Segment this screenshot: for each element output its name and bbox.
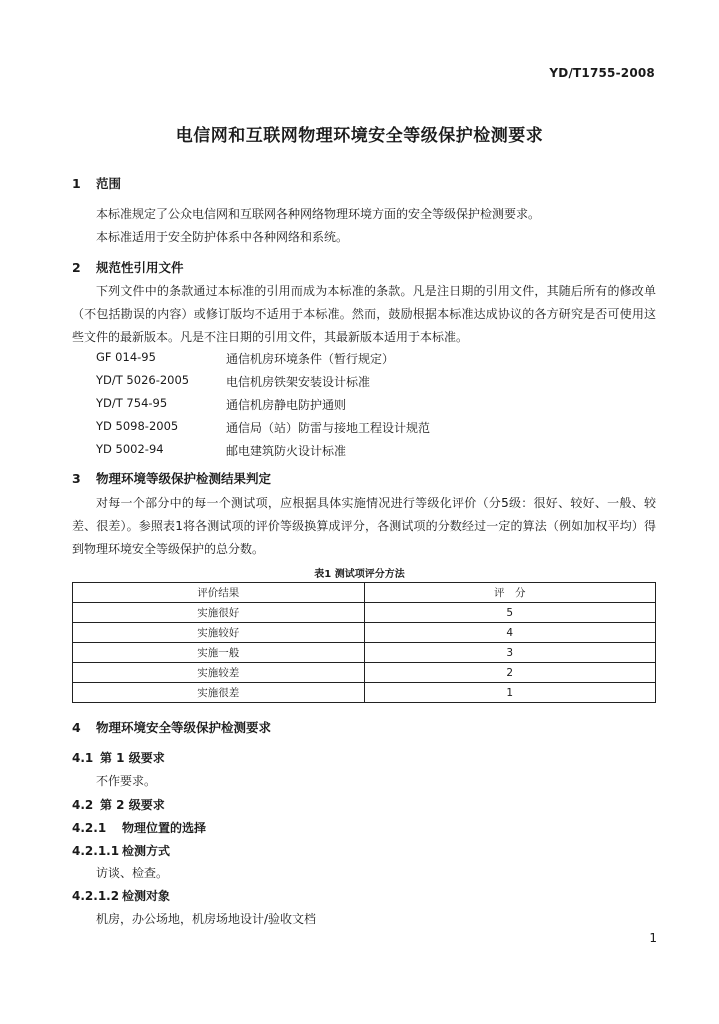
table-cell-score: 5: [364, 603, 656, 623]
table-row: [73, 663, 656, 683]
reference-code: YD 5002-94: [96, 442, 164, 456]
reference-code: YD/T 5026-2005: [96, 373, 190, 387]
table-row: [73, 683, 656, 703]
table-header-cell: 评 分: [364, 583, 656, 603]
table-row: [73, 623, 656, 643]
section-number: 4.2.1.1: [72, 844, 120, 858]
table-cell-result: 实施很好: [73, 603, 365, 623]
section-number: 4.1: [72, 751, 94, 765]
section-number: 1: [72, 176, 81, 191]
section-number: 4: [72, 720, 81, 735]
section-title: 物理环境等级保护检测结果判定: [96, 471, 272, 486]
section-title: 检测对象: [122, 889, 171, 903]
table-row: [73, 603, 656, 623]
reference-code: YD 5098-2005: [96, 419, 179, 433]
section-number: 2: [72, 260, 81, 275]
reference-code: YD/T 754-95: [96, 396, 168, 410]
section-title: 物理环境安全等级保护检测要求: [96, 720, 272, 735]
table-cell-result: 实施较好: [73, 623, 365, 643]
table-header-row: [73, 583, 656, 603]
table-cell-score: 2: [364, 663, 656, 683]
section-2-heading: [72, 258, 184, 276]
table-cell-result: 实施一般: [73, 643, 365, 663]
reference-title: 电信机房铁架安装设计标准: [226, 375, 371, 389]
table-cell-result: 实施较差: [73, 663, 365, 683]
section-title: 规范性引用文件: [96, 260, 184, 275]
section-title: 第 1 级要求: [100, 751, 165, 765]
section-4-1-text: 不作要求。: [96, 774, 157, 788]
reference-title: 邮电建筑防火设计标准: [226, 444, 347, 458]
section-4-1-heading: [72, 749, 165, 766]
table-cell-score: 1: [364, 683, 656, 703]
section-4-heading: [72, 718, 271, 736]
section-title: 第 2 级要求: [100, 798, 165, 812]
reference-title: 通信机房静电防护通则: [226, 398, 347, 412]
section-3-paragraph: 对每一个部分中的每一个测试项，应根据具体实施情况进行等级化评价（分5级：很好、较好、一般、较差、很差）。参照表1将各测试项的评价等级换算成评分，各测试项的分数经过一定的算法（例如加权平均）得到物理环境安全等级保护的总分数。: [72, 496, 656, 556]
section-title: 检测方式: [122, 844, 171, 858]
section-number: 4.2.1.2: [72, 889, 120, 903]
section-2-paragraph: 下列文件中的条款通过本标准的引用而成为本标准的条款。凡是注日期的引用文件，其随后所有的修改单（不包括勘误的内容）或修订版均不适用于本标准。然而，鼓励根据本标准达成协议的各方研究是否可使用这些文件的最新版本。凡是不注日期的引用文件，其最新版本适用于本标准。: [72, 284, 656, 344]
table-cell-result: 实施很差: [73, 683, 365, 703]
page-title: 电信网和互联网物理环境安全等级保护检测要求: [175, 126, 544, 146]
table-header-cell: 评价结果: [73, 583, 365, 603]
section-title: 范围: [96, 176, 122, 191]
section-4-2-heading: [72, 796, 165, 813]
document-code: YD/T1755-2008: [549, 66, 655, 80]
reference-title: 通信机房环境条件（暂行规定）: [226, 352, 395, 366]
score-table: [72, 582, 656, 703]
section-1-paragraph-1: 本标准规定了公众电信网和互联网各种网络物理环境方面的安全等级保护检测要求。: [96, 207, 541, 221]
section-title: 物理位置的选择: [122, 821, 207, 835]
reference-code: GF 014-95: [96, 350, 156, 364]
table-caption: 表1 测试项评分方法: [314, 569, 405, 580]
section-4-2-1-heading: [72, 819, 206, 836]
table-row: [73, 643, 656, 663]
reference-title: 通信局（站）防雷与接地工程设计规范: [226, 421, 431, 435]
section-1-heading: [72, 174, 121, 192]
section-number: 3: [72, 471, 81, 486]
page-number: 1: [649, 931, 657, 945]
section-number: 4.2.1: [72, 821, 107, 835]
section-4-2-1-1-text: 访谈、检查。: [96, 866, 169, 880]
table-cell-score: 3: [364, 643, 656, 663]
table-cell-score: 4: [364, 623, 656, 643]
section-1-paragraph-2: 本标准适用于安全防护体系中各种网络和系统。: [96, 230, 349, 244]
section-4-2-1-2-heading: [72, 887, 170, 904]
section-number: 4.2: [72, 798, 94, 812]
section-4-2-1-2-text: 机房，办公场地，机房场地设计/验收文档: [96, 912, 317, 926]
section-3-heading: [72, 469, 271, 487]
section-4-2-1-1-heading: [72, 842, 170, 859]
